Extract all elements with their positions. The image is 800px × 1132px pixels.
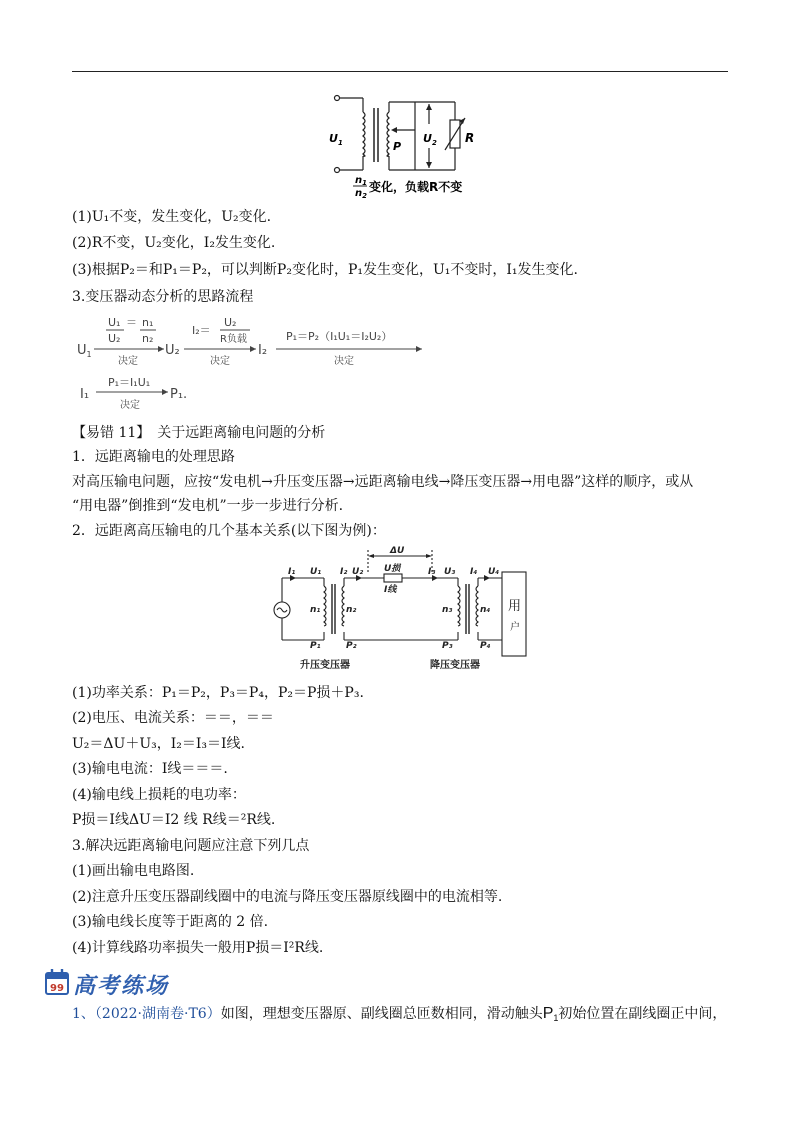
relation-2: (2)电压、电流关系：＝＝，＝＝ [72,710,274,726]
svg-text:P₁: P₁ [310,641,321,651]
svg-text:U₂: U₂ [165,343,180,358]
svg-text:I₃: I₃ [428,567,436,577]
svg-text:ΔU: ΔU [390,546,405,556]
text-line-3: (3)根据P₂＝和P₁＝P₂，可以判断P₂变化时，P₁发生变化，U₁不变时，I₁发生变化. [72,262,578,278]
svg-text:决定: 决定 [334,356,354,367]
calendar-icon [44,968,70,996]
svg-text:U2: $U_2$ [423,132,437,147]
svg-text:决定: 决定 [120,400,140,411]
svg-text:I₁: I₁ [80,387,90,402]
section-11-s1: 1．远距离输电的处理思路 [72,449,235,465]
svg-text:P₃: P₃ [442,641,453,651]
svg-text:户: 户 [510,622,520,633]
svg-text:I₂＝: I₂＝ [192,324,211,337]
svg-text:n₁: n₁ [310,605,321,615]
relation-7: 3.解决远距离输电问题应注意下列几点 [72,838,310,854]
svg-text:P₂: P₂ [346,641,357,651]
svg-text:U₂: U₂ [352,567,364,577]
text-line-4: 3.变压器动态分析的思路流程 [72,289,254,305]
svg-text:99: 99 [50,983,64,994]
relation-10: (3)输电线长度等于距离的 2 倍. [72,914,269,930]
question-p1: $P_1$ [542,1005,559,1023]
svg-text:R负载: R负载 [220,334,247,345]
relation-6: P损＝I线ΔU＝I2 线 R线＝²R线. [72,812,276,828]
relation-3: U₂＝ΔU＋U₃，I₂＝I₃＝I线. [72,736,245,752]
svg-text:U₄: U₄ [488,567,500,577]
svg-text:n₂: n₂ [346,605,357,615]
flow-diagram [72,312,452,414]
section-11-s2: 2．远距离高压输电的几个基本关系(以下图为例)： [72,523,386,539]
svg-text:I线: I线 [384,585,397,595]
relation-11: (4)计算线路功率损失一般用P损＝I²R线. [72,940,324,956]
svg-text:P₁＝I₁U₁: P₁＝I₁U₁ [108,376,151,389]
transmission-figure [262,544,542,674]
svg-text:U₂: U₂ [224,316,237,329]
section-11-title: 【易错 11】 关于远距离输电问题的分析 [72,425,326,441]
question-text-2: 初始位置在副线圈正中间， [558,1006,727,1022]
relation-1: (1)功率关系：P₁＝P₂，P₃＝P₄，P₂＝P损＋P₃. [72,685,364,701]
relation-8: (1)画出输电电路图. [72,863,195,879]
svg-text:I₂: I₂ [340,567,348,577]
svg-text:＝: ＝ [126,316,137,329]
svg-text:P: P [393,140,402,153]
question-text: 如图，理想变压器原、副线圈总匝数相同，滑动触头 [220,1006,543,1022]
svg-text:I₂: I₂ [258,343,268,358]
question-line [72,1005,726,1027]
transformer-figure [325,90,505,202]
banner-title: 高考练场 [73,973,170,999]
section-11-s1-body-b: “用电器”倒推到“发电机”一步一步进行分析. [72,498,344,514]
svg-text:I₁: I₁ [288,567,296,577]
relation-5: (4)输电线上损耗的电功率： [72,787,246,803]
svg-text:R: R [465,131,475,145]
svg-text:n₁: n₁ [142,316,154,329]
svg-text:降压变压器: 降压变压器 [430,660,480,671]
question-number: 1、 [72,1006,95,1022]
svg-text:变化，负载R不变: 变化，负载R不变 [369,180,463,194]
svg-text:n₃: n₃ [442,605,453,615]
svg-text:用: 用 [508,599,522,614]
svg-text:n1: $n_1$ [355,175,367,187]
svg-text:P₁＝P₂（I₁U₁＝I₂U₂）: P₁＝P₂（I₁U₁＝I₂U₂） [286,330,393,343]
svg-text:升压变压器: 升压变压器 [300,660,350,671]
text-line-2: (2)R不变，U₂变化，I₂发生变化. [72,235,276,251]
top-rule [72,71,728,72]
relation-9: (2)注意升压变压器副线圈中的电流与降压变压器原线圈中的电流相等. [72,889,503,905]
svg-text:P₄: P₄ [480,641,491,651]
svg-text:n2: $n_2$ [355,188,367,200]
svg-text:U损: U损 [384,564,401,574]
svg-text:n₄: n₄ [480,605,491,615]
text-line-1: (1)U₁不变，发生变化，U₂变化. [72,209,272,225]
svg-text:决定: 决定 [118,356,138,367]
svg-text:I₄: I₄ [470,567,478,577]
svg-text:决定: 决定 [210,356,230,367]
relation-4: (3)输电电流：I线＝＝＝. [72,761,228,777]
svg-text:U₃: U₃ [444,567,456,577]
svg-text:U₁: U₁ [310,567,322,577]
section-11-s1-body-a: 对高压输电问题，应按“发电机→升压变压器→远距离输电线→降压变压器→用电器”这样的顺序，或从 [72,474,694,490]
svg-text:U₁: U₁ [108,316,121,329]
svg-text:P₁.: P₁. [170,387,188,402]
question-source: （2022·湖南卷·T6） [94,1006,221,1022]
svg-text:U₂: U₂ [108,332,121,345]
svg-text:U1: $U_1$ [77,343,92,359]
svg-text:U1: $U_1$ [329,132,343,147]
svg-text:n₂: n₂ [142,332,154,345]
